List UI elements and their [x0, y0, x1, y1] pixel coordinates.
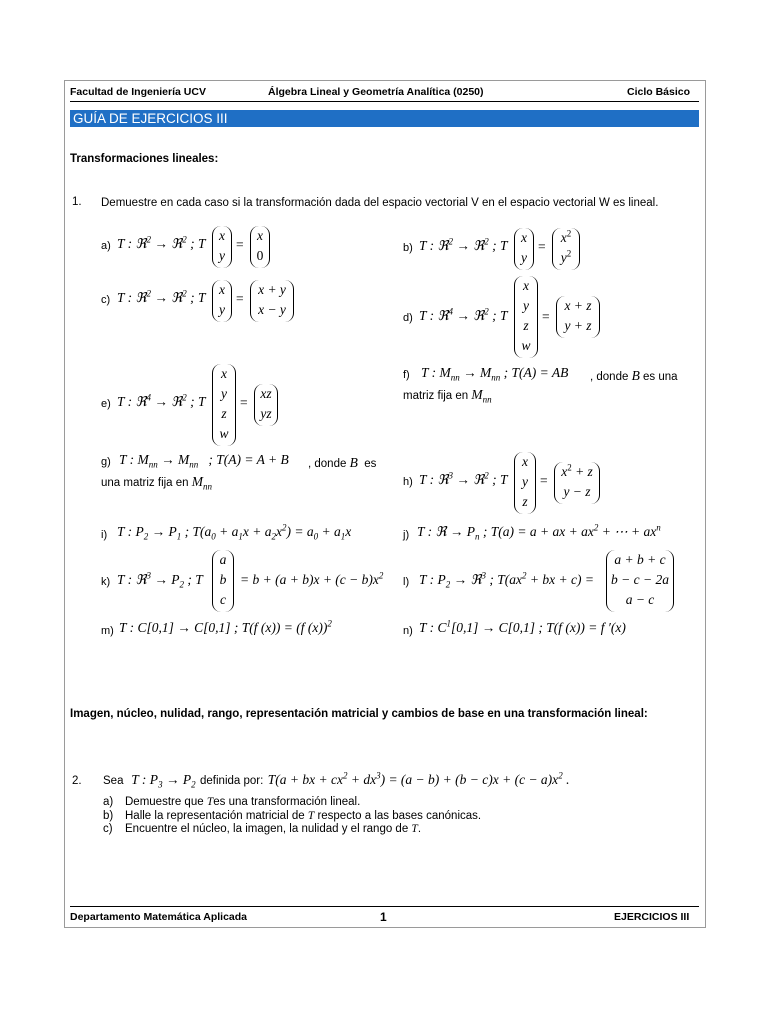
- exercise-2-item-b: b) Halle la representación matricial de T respecto a las bases canónicas.: [103, 809, 482, 822]
- item-f-label: f): [403, 369, 410, 381]
- item-g-text: , donde B es: [308, 455, 377, 470]
- item-g-label: g): [101, 456, 111, 468]
- item-k-label: k): [101, 576, 111, 588]
- exercise-1-number: 1.: [72, 196, 82, 208]
- item-b-equals: =: [538, 239, 546, 254]
- exercise-2-item-c: c) Encuentre el núcleo, la imagen, la nulidad y el rango de T.: [103, 823, 422, 835]
- item-n-expr: T : $C^1[0,1] \to C[0,1]$ ; T(f (x)) = f ′(x): [419, 618, 626, 635]
- item-j-label: j): [403, 529, 410, 541]
- item-c-matrix-right: x + y x − y: [250, 280, 294, 322]
- item-i-label: i): [101, 529, 108, 541]
- item-h-expr: T : ℜ$^3$ → ℜ$^2$ ; T: [419, 470, 508, 487]
- exercise-2-item-a: a) Demuestre que Tes una transformación lineal.: [103, 796, 361, 808]
- item-d-matrix-right: x + z y + z: [556, 296, 600, 338]
- item-c-matrix-left: x y: [212, 280, 232, 322]
- item-e-matrix-left: x y z w: [212, 364, 236, 446]
- item-k-matrix: a b c: [212, 550, 234, 612]
- footer-series: EJERCICIOS III: [614, 911, 690, 923]
- item-l-matrix: a + b + c b − c − 2a a − c: [606, 550, 674, 612]
- item-b-label: b): [403, 242, 413, 254]
- section-heading-image-kernel: Imagen, núcleo, nulidad, rango, representación matricial y cambios de base en una transformación lineal:: [70, 708, 648, 720]
- item-g-expr: T : $M_{nn} \to M_{nn}$ ; T(A) = A + B: [119, 452, 289, 470]
- header-course: Álgebra Lineal y Geometría Analítica (0250): [268, 86, 484, 98]
- item-b-matrix-left: x y: [514, 228, 534, 270]
- item-c-label: c): [101, 294, 111, 306]
- item-e-equals: =: [240, 395, 248, 410]
- item-c-expr: T : ℜ$^2$ → ℜ$^2$ ; T: [117, 288, 206, 305]
- exercise-2-lead: Sea: [103, 775, 124, 787]
- item-m-expr: T : C[0,1] → C[0,1] ; T(f (x)) = (f (x))$^2$: [119, 618, 332, 635]
- footer-rule: [70, 906, 699, 907]
- item-b-expr: T : ℜ$^2$ → ℜ$^2$ ; T: [419, 236, 508, 253]
- item-d-matrix-left: x y z w: [514, 276, 538, 358]
- item-m-label: m): [101, 625, 114, 637]
- item-a-matrix-right: x 0: [250, 226, 270, 268]
- footer-department: Departamento Matemática Aplicada: [70, 911, 247, 923]
- item-e-matrix-right: xz yz: [254, 384, 278, 426]
- item-a-matrix-left: x y: [212, 226, 232, 268]
- item-h-label: h): [403, 476, 413, 488]
- exercise-1-statement: Demuestre en cada caso si la transformación dada del espacio vectorial V en el espacio vectorial W es lineal.: [101, 197, 659, 209]
- item-l-label: l): [403, 576, 410, 588]
- header-rule: [70, 101, 699, 102]
- header-cycle: Ciclo Básico: [627, 86, 691, 98]
- item-d-equals: =: [542, 309, 550, 324]
- footer-page-number: 1: [380, 910, 387, 924]
- item-c-equals: =: [236, 291, 244, 306]
- item-d-label: d): [403, 312, 413, 324]
- item-b-matrix-right: $x^2$ $y^2$: [552, 228, 580, 270]
- item-d-expr: T : ℜ$^4$ → ℜ$^2$ ; T: [419, 306, 508, 323]
- title-bar: GUÍA DE EJERCICIOS III: [70, 110, 699, 127]
- exercise-2-number: 2.: [72, 775, 82, 787]
- header-faculty: Facultad de Ingeniería UCV: [70, 86, 206, 98]
- item-l-expr: T : $P_2$ → ℜ$^3$ ; $T(ax^2$ + bx + c) =: [419, 570, 594, 590]
- item-a-equals: =: [236, 237, 244, 252]
- item-a-label: a): [101, 240, 111, 252]
- section-heading-linear: Transformaciones lineales:: [70, 153, 219, 165]
- item-k-expr: T : ℜ$^3$ → $P_2$ ; T: [117, 570, 203, 590]
- item-h-equals: =: [540, 473, 548, 488]
- item-j-expr: T : ℜ → $P_n$ ; T(a) = a + ax + $ax^2$ + ⋯ + $ax^n$: [417, 522, 661, 542]
- exercise-2-defined: definida por:: [200, 775, 264, 787]
- item-k-result: = $b + (a + b)x + (c - b)x^2$: [240, 570, 384, 587]
- item-e-expr: T : ℜ$^4$ → ℜ$^2$ ; T: [117, 392, 206, 409]
- item-e-label: e): [101, 398, 111, 410]
- item-f-text-line2: matriz fija en $M_{nn}$: [403, 387, 492, 405]
- item-a-expr: T : ℜ$^2$ → ℜ$^2$ ; T: [117, 234, 206, 251]
- item-h-matrix-left: x y z: [514, 452, 536, 514]
- item-g-text-line2: una matriz fija en $M_{nn}$: [101, 474, 213, 492]
- item-h-matrix-right: $x^2 + z$ y − z: [554, 462, 600, 504]
- item-f-text: , donde B es una: [590, 368, 678, 383]
- item-i-expr: T : $P_2 \to P_1$ ; $T(a_0 + a_1x + a_2x^2) = a_0 + a_1x$: [117, 522, 352, 542]
- item-f-expr: T : $M_{nn} \to M_{nn}$ ; T(A) = AB: [421, 365, 569, 383]
- item-n-label: n): [403, 625, 413, 637]
- exercise-2-statement: Sea T : $P_3 \to P_2$ definida por: T(a + bx + $cx^2 + dx^3) = (a - b) + (b - c)x + (c - a)x^2$ .: [103, 770, 570, 790]
- exercise-2-items: [103, 796, 481, 837]
